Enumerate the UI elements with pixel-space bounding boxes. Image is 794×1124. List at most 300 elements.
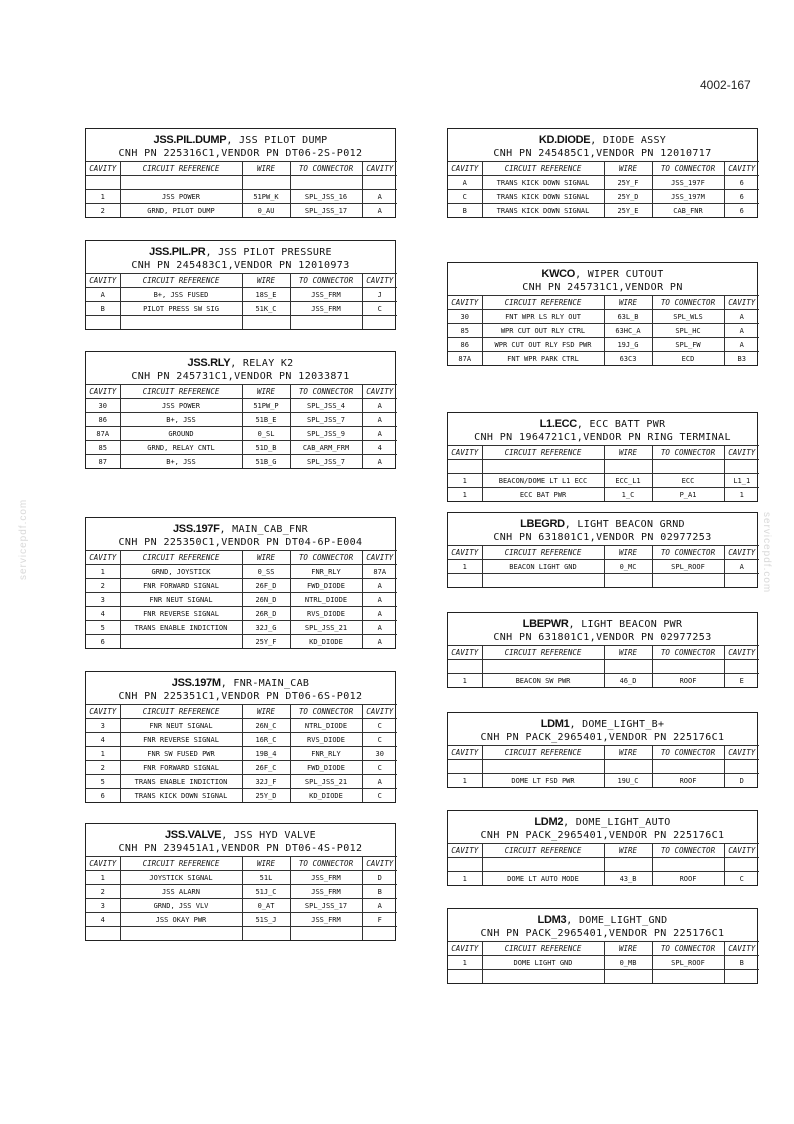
connector-table <box>447 712 758 788</box>
column-header: TO CONNECTOR <box>652 646 724 660</box>
column-header: CAVITY <box>362 857 397 871</box>
pinout-table <box>86 550 397 648</box>
table-cell <box>448 970 482 984</box>
connector-part-number: CNH PN 245731C1,VENDOR PN 12033871 <box>131 371 350 382</box>
table-cell: A <box>362 621 397 635</box>
table-cell: 26F_C <box>242 761 290 775</box>
connector-part-number: CNH PN 245731C1,VENDOR PN <box>522 282 683 293</box>
pinout-table <box>448 645 759 687</box>
connector-title <box>86 672 395 703</box>
table-cell: A <box>362 607 397 621</box>
table-cell: 87 <box>86 455 120 469</box>
header-row <box>448 746 759 760</box>
column-header: CAVITY <box>362 385 397 399</box>
page-number: 4002-167 <box>700 78 751 92</box>
table-cell: D <box>724 774 759 788</box>
column-header: TO CONNECTOR <box>290 705 362 719</box>
column-header: CAVITY <box>86 705 120 719</box>
table-cell: J <box>362 288 397 302</box>
column-header: TO CONNECTOR <box>652 942 724 956</box>
column-header: TO CONNECTOR <box>652 296 724 310</box>
table-cell: 4 <box>86 913 120 927</box>
table-cell: FNR FORWARD SIGNAL <box>120 761 242 775</box>
column-header: WIRE <box>604 446 652 460</box>
table-cell: 26R_D <box>242 607 290 621</box>
column-header: WIRE <box>604 546 652 560</box>
column-header: CIRCUIT REFERENCE <box>482 296 604 310</box>
pinout-table <box>448 545 759 587</box>
header-row <box>86 162 397 176</box>
table-cell: JSS_FRM <box>290 288 362 302</box>
table-cell: JSS_197M <box>652 190 724 204</box>
table-cell: SPL_JSS_21 <box>290 775 362 789</box>
table-row <box>86 302 397 316</box>
column-header: CIRCUIT REFERENCE <box>120 274 242 288</box>
table-cell: C <box>362 719 397 733</box>
table-cell: 2 <box>86 885 120 899</box>
column-header: CAVITY <box>362 705 397 719</box>
table-cell <box>724 760 759 774</box>
column-header: CAVITY <box>724 942 759 956</box>
table-cell: JSS ALARN <box>120 885 242 899</box>
table-row <box>86 775 397 789</box>
table-cell <box>652 574 724 588</box>
header-row <box>448 942 759 956</box>
table-cell: A <box>724 560 759 574</box>
table-cell: CAB_FNR <box>652 204 724 218</box>
table-cell: FNR FORWARD SIGNAL <box>120 579 242 593</box>
column-header: WIRE <box>604 646 652 660</box>
table-cell: 6 <box>724 204 759 218</box>
table-cell: 1 <box>448 488 482 502</box>
table-cell: DOME LIGHT GND <box>482 956 604 970</box>
column-header: CAVITY <box>86 385 120 399</box>
pinout-table <box>86 384 397 468</box>
table-row <box>86 441 397 455</box>
column-header: CAVITY <box>448 162 482 176</box>
watermark-right: servicepdf.com <box>761 512 772 594</box>
table-cell: FNR_RLY <box>290 747 362 761</box>
column-header: CAVITY <box>362 274 397 288</box>
table-cell: SPL_FW <box>652 338 724 352</box>
table-row <box>86 455 397 469</box>
table-cell: B3 <box>724 352 759 366</box>
table-cell: 1 <box>448 774 482 788</box>
table-cell: 2 <box>86 204 120 218</box>
connector-title <box>448 413 757 444</box>
table-cell: PILOT PRESS SW SIG <box>120 302 242 316</box>
table-cell: GROUND <box>120 427 242 441</box>
table-cell: 30 <box>86 399 120 413</box>
table-cell: A <box>724 310 759 324</box>
table-cell: B+, JSS <box>120 413 242 427</box>
table-cell: 26F_D <box>242 579 290 593</box>
table-cell: SPL_JSS_16 <box>290 190 362 204</box>
table-cell <box>652 460 724 474</box>
table-cell: GRND, JOYSTICK <box>120 565 242 579</box>
table-cell <box>290 176 362 190</box>
connector-table <box>447 810 758 886</box>
column-header: CAVITY <box>724 646 759 660</box>
table-cell: 51B_G <box>242 455 290 469</box>
table-cell: 4 <box>86 607 120 621</box>
table-cell <box>120 635 242 649</box>
table-cell: ROOF <box>652 872 724 886</box>
connector-description: , ECC BATT PWR <box>576 419 666 430</box>
table-row <box>86 899 397 913</box>
table-row <box>448 872 759 886</box>
table-row <box>86 635 397 649</box>
table-cell: BEACON LIGHT GND <box>482 560 604 574</box>
table-cell: 3 <box>86 899 120 913</box>
table-cell: 0_AT <box>242 899 290 913</box>
column-header: TO CONNECTOR <box>290 857 362 871</box>
table-row <box>448 460 759 474</box>
table-cell: A <box>724 324 759 338</box>
table-row <box>86 621 397 635</box>
table-row <box>448 352 759 366</box>
table-cell: 26N_D <box>242 593 290 607</box>
column-header: CIRCUIT REFERENCE <box>482 162 604 176</box>
connector-description: , LIGHT BEACON GRND <box>564 519 685 530</box>
table-row <box>86 927 397 941</box>
connector-id: JSS.RLY <box>187 357 231 369</box>
table-row <box>448 970 759 984</box>
table-cell: A <box>86 288 120 302</box>
column-header: CIRCUIT REFERENCE <box>120 857 242 871</box>
connector-table <box>85 128 396 218</box>
table-cell: 85 <box>448 324 482 338</box>
table-cell: JSS_FRM <box>290 913 362 927</box>
column-header: TO CONNECTOR <box>652 162 724 176</box>
table-cell: 6 <box>86 635 120 649</box>
column-header: WIRE <box>242 385 290 399</box>
table-cell: TRANS KICK DOWN SIGNAL <box>120 789 242 803</box>
connector-title <box>448 613 757 644</box>
connector-title <box>448 263 757 294</box>
table-cell: L1_1 <box>724 474 759 488</box>
table-cell: FNR NEUT SIGNAL <box>120 719 242 733</box>
table-cell: 19U_C <box>604 774 652 788</box>
connector-id: JSS.197F <box>172 523 220 535</box>
table-cell: TRANS KICK DOWN SIGNAL <box>482 176 604 190</box>
connector-part-number: CNH PN 245483C1,VENDOR PN 12010973 <box>131 260 350 271</box>
header-row <box>86 274 397 288</box>
table-cell: 6 <box>86 789 120 803</box>
connector-part-number: CNH PN 245485C1,VENDOR PN 12010717 <box>493 148 712 159</box>
table-cell <box>242 927 290 941</box>
connector-description: , RELAY K2 <box>230 358 294 369</box>
pinout-table <box>448 941 759 983</box>
table-row <box>86 761 397 775</box>
table-cell <box>482 460 604 474</box>
table-cell: SPL_JSS_4 <box>290 399 362 413</box>
table-cell: RVS_DIODE <box>290 733 362 747</box>
header-row <box>86 551 397 565</box>
column-header: WIRE <box>604 942 652 956</box>
table-cell: B <box>448 204 482 218</box>
table-cell: 2 <box>86 761 120 775</box>
connector-table <box>447 908 758 984</box>
table-row <box>448 774 759 788</box>
column-header: CIRCUIT REFERENCE <box>482 546 604 560</box>
table-row <box>86 413 397 427</box>
column-header: CAVITY <box>448 546 482 560</box>
table-cell <box>86 316 120 330</box>
table-row <box>86 593 397 607</box>
table-cell <box>448 858 482 872</box>
table-row <box>448 204 759 218</box>
connector-title <box>448 129 757 160</box>
pinout-table <box>86 273 397 329</box>
connector-part-number: CNH PN 225350C1,VENDOR PN DT04-6P-E004 <box>118 537 363 548</box>
table-cell: 51L <box>242 871 290 885</box>
table-cell: C <box>448 190 482 204</box>
table-cell: TRANS ENABLE INDICTION <box>120 775 242 789</box>
table-cell: DOME LT FSD PWR <box>482 774 604 788</box>
table-cell <box>448 760 482 774</box>
table-cell: 86 <box>448 338 482 352</box>
table-cell: 51S_J <box>242 913 290 927</box>
connector-table <box>85 517 396 649</box>
connector-part-number: CNH PN 225351C1,VENDOR PN DT06-6S-P012 <box>118 691 363 702</box>
connector-id: JSS.VALVE <box>164 829 222 841</box>
connector-id: JSS.197M <box>171 677 221 689</box>
column-header: CAVITY <box>448 942 482 956</box>
table-cell <box>604 574 652 588</box>
table-cell: 1 <box>448 956 482 970</box>
table-cell: 51D_B <box>242 441 290 455</box>
table-cell: 16R_C <box>242 733 290 747</box>
table-row <box>86 565 397 579</box>
connector-table <box>447 512 758 588</box>
table-cell <box>290 927 362 941</box>
table-cell: FNR SW FUSED PWR <box>120 747 242 761</box>
column-header: WIRE <box>604 162 652 176</box>
table-cell: JSS_197F <box>652 176 724 190</box>
table-cell: P_A1 <box>652 488 724 502</box>
pinout-table <box>448 445 759 501</box>
table-cell: JSS_FRM <box>290 302 362 316</box>
table-cell: JOYSTICK SIGNAL <box>120 871 242 885</box>
table-cell: 6 <box>724 176 759 190</box>
table-cell <box>604 760 652 774</box>
connector-part-number: CNH PN 225316C1,VENDOR PN DT06-2S-P012 <box>118 148 363 159</box>
table-cell: A <box>362 635 397 649</box>
table-row <box>86 190 397 204</box>
table-cell: JSS POWER <box>120 399 242 413</box>
connector-description: , LIGHT BEACON PWR <box>568 619 683 630</box>
connector-id: KWCO <box>541 268 576 280</box>
table-cell: FNR REVERSE SIGNAL <box>120 733 242 747</box>
table-cell: TRANS ENABLE INDICTION <box>120 621 242 635</box>
table-cell: FWD_DIODE <box>290 579 362 593</box>
table-cell: SPL_JSS_21 <box>290 621 362 635</box>
connector-id: LDM2 <box>534 816 564 828</box>
column-header: CAVITY <box>448 296 482 310</box>
column-header: TO CONNECTOR <box>652 746 724 760</box>
table-cell: C <box>362 302 397 316</box>
table-cell <box>604 460 652 474</box>
column-header: CIRCUIT REFERENCE <box>120 385 242 399</box>
table-cell: FNR_RLY <box>290 565 362 579</box>
column-header: WIRE <box>242 551 290 565</box>
table-cell: C <box>362 733 397 747</box>
table-cell: GRND, JSS VLV <box>120 899 242 913</box>
table-cell <box>482 760 604 774</box>
table-cell <box>362 316 397 330</box>
table-cell: A <box>724 338 759 352</box>
connector-table <box>447 128 758 218</box>
table-row <box>86 747 397 761</box>
column-header: TO CONNECTOR <box>652 546 724 560</box>
table-cell: 1 <box>448 674 482 688</box>
table-cell <box>448 660 482 674</box>
column-header: WIRE <box>604 746 652 760</box>
table-cell: TRANS KICK DOWN SIGNAL <box>482 204 604 218</box>
connector-title <box>86 352 395 383</box>
table-row <box>448 858 759 872</box>
connector-description: , JSS PILOT DUMP <box>226 135 328 146</box>
table-cell: 2 <box>86 579 120 593</box>
table-row <box>86 871 397 885</box>
table-cell: 63L_B <box>604 310 652 324</box>
table-cell: 1 <box>724 488 759 502</box>
table-cell: SPL_JSS_7 <box>290 455 362 469</box>
table-row <box>86 288 397 302</box>
table-cell: ECC BAT PWR <box>482 488 604 502</box>
connector-table <box>85 823 396 941</box>
table-cell: 0_SS <box>242 565 290 579</box>
table-cell: 26N_C <box>242 719 290 733</box>
pinout-table <box>86 161 397 217</box>
table-cell: F <box>362 913 397 927</box>
table-cell <box>652 970 724 984</box>
table-cell: WPR CUT OUT RLY FSD PWR <box>482 338 604 352</box>
table-cell: B+, JSS FUSED <box>120 288 242 302</box>
connector-description: , MAIN_CAB_FNR <box>219 524 309 535</box>
table-cell: 19J_G <box>604 338 652 352</box>
column-header: CAVITY <box>724 296 759 310</box>
table-cell: BEACON/DOME LT L1 ECC <box>482 474 604 488</box>
header-row <box>448 162 759 176</box>
table-cell: 1 <box>448 560 482 574</box>
table-cell: 1 <box>86 190 120 204</box>
connector-part-number: CNH PN 631801C1,VENDOR PN 02977253 <box>493 632 712 643</box>
header-row <box>86 705 397 719</box>
connector-description: , WIPER CUTOUT <box>575 269 664 280</box>
table-cell <box>448 574 482 588</box>
connector-table <box>85 240 396 330</box>
connector-title <box>448 713 757 744</box>
table-cell: C <box>362 761 397 775</box>
table-cell: NTRL_DIODE <box>290 719 362 733</box>
connector-table <box>447 262 758 366</box>
table-cell: 51PW_K <box>242 190 290 204</box>
header-row <box>448 844 759 858</box>
table-cell: A <box>362 427 397 441</box>
table-cell <box>724 460 759 474</box>
table-cell: 32J_F <box>242 775 290 789</box>
table-row <box>448 190 759 204</box>
table-row <box>86 733 397 747</box>
table-cell: A <box>362 399 397 413</box>
table-cell: ROOF <box>652 674 724 688</box>
column-header: TO CONNECTOR <box>652 446 724 460</box>
table-cell: JSS OKAY PWR <box>120 913 242 927</box>
table-cell: 3 <box>86 593 120 607</box>
table-cell: A <box>362 775 397 789</box>
table-cell: B+, JSS <box>120 455 242 469</box>
pinout-table <box>448 161 759 217</box>
column-header: CAVITY <box>448 446 482 460</box>
table-cell: A <box>362 593 397 607</box>
connector-part-number: CNH PN 631801C1,VENDOR PN 02977253 <box>493 532 712 543</box>
table-cell: 30 <box>448 310 482 324</box>
column-header: TO CONNECTOR <box>290 162 362 176</box>
table-cell: GRND, RELAY CNTL <box>120 441 242 455</box>
table-cell: E <box>724 674 759 688</box>
table-cell: GRND, PILOT DUMP <box>120 204 242 218</box>
table-cell: 4 <box>362 441 397 455</box>
table-row <box>86 204 397 218</box>
table-row <box>86 579 397 593</box>
column-header: CIRCUIT REFERENCE <box>482 844 604 858</box>
table-cell: SPL_JSS_9 <box>290 427 362 441</box>
table-cell <box>604 970 652 984</box>
table-row <box>86 913 397 927</box>
table-cell: 3 <box>86 719 120 733</box>
table-cell: 25Y_E <box>604 204 652 218</box>
column-header: CIRCUIT REFERENCE <box>120 705 242 719</box>
table-row <box>448 674 759 688</box>
table-cell: 0_MB <box>604 956 652 970</box>
column-header: WIRE <box>242 857 290 871</box>
table-cell: 25Y_F <box>242 635 290 649</box>
table-cell: D <box>362 871 397 885</box>
column-header: WIRE <box>242 705 290 719</box>
table-cell: 6 <box>724 190 759 204</box>
watermark-left: servicepdf.com <box>18 498 29 580</box>
column-header: CAVITY <box>362 162 397 176</box>
table-cell: SPL_JSS_17 <box>290 204 362 218</box>
table-cell <box>242 316 290 330</box>
table-cell: ECC <box>652 474 724 488</box>
connector-description: , DOME_LIGHT_B+ <box>569 719 665 730</box>
column-header: CIRCUIT REFERENCE <box>482 446 604 460</box>
table-cell: 25Y_D <box>604 190 652 204</box>
table-cell <box>724 858 759 872</box>
table-cell: 46_D <box>604 674 652 688</box>
header-row <box>448 446 759 460</box>
table-row <box>448 760 759 774</box>
table-row <box>86 427 397 441</box>
table-row <box>448 176 759 190</box>
table-row <box>448 660 759 674</box>
table-cell: B <box>362 885 397 899</box>
table-cell <box>362 927 397 941</box>
table-cell: C <box>362 789 397 803</box>
table-cell: 0_SL <box>242 427 290 441</box>
connector-id: LBEPWR <box>522 618 569 630</box>
table-cell: ROOF <box>652 774 724 788</box>
connector-id: LDM1 <box>540 718 570 730</box>
pinout-table <box>448 295 759 365</box>
table-cell: RVS_DIODE <box>290 607 362 621</box>
connector-title <box>448 909 757 940</box>
table-cell: 30 <box>362 747 397 761</box>
table-cell: B <box>86 302 120 316</box>
